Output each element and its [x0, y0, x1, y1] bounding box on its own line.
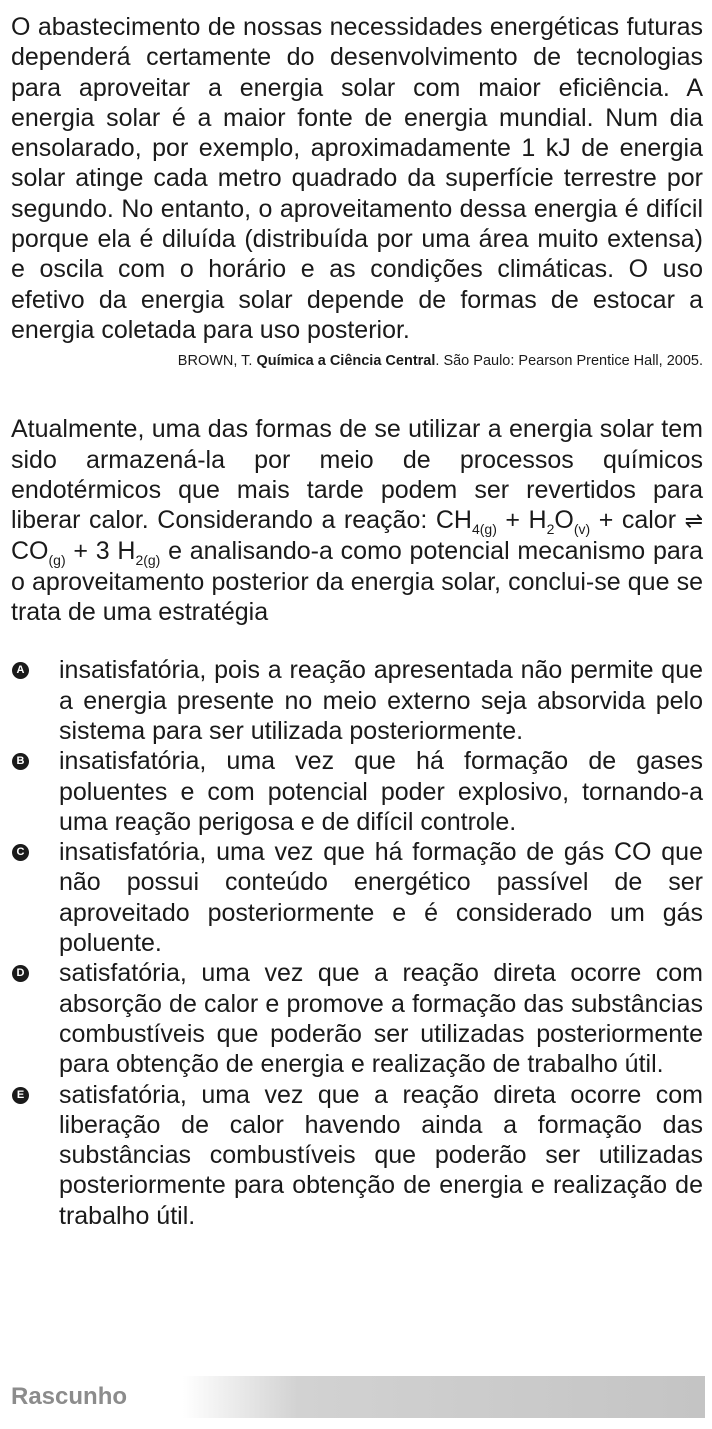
- reaction-o: O: [554, 506, 574, 535]
- reaction-co-sub: (g): [48, 552, 66, 569]
- option-c-text: insatisfatória, uma vez que há formação de gás CO que não possui conteúdo energético passível de ser aproveitado posteriormente e é considerado um gás poluente.: [59, 838, 703, 958]
- passage-text: O abastecimento de nossas necessidades energéticas futuras dependerá certamente do desenvolvimento de tecnologias para aproveitar a energia solar com maior eficiência. A energia solar é a maior fonte de energia mundial. Num dia ensolarado, por exemplo, aproximadamente 1 kJ de energia solar atinge cada metro quadrado da superfície terrestre por segundo. No entanto, o aproveitamento dessa energia é difícil porque ela é diluída (distribuída por uma área muito extensa) e oscila com o horário e as condições climáticas. O uso efetivo da energia solar depende de formas de estocar a energia coletada para uso posterior.: [11, 13, 703, 344]
- option-c[interactable]: [11, 837, 703, 958]
- option-e-text: satisfatória, uma vez que a reação direta ocorre com liberação de calor havendo ainda a formação das substâncias combustíveis que poderão ser utilizadas posteriormente para obtenção de energia e realização de trabalho útil.: [59, 1080, 703, 1230]
- option-a-badge: A: [12, 662, 29, 679]
- option-d[interactable]: [11, 958, 703, 1079]
- option-a[interactable]: [11, 655, 703, 746]
- reaction-h2-sub: 2(g): [135, 552, 161, 569]
- option-b-text: insatisfatória, uma vez que há formação de gases poluentes e com potencial poder explosivo, tornando-a uma reação perigosa e de difícil controle.: [59, 747, 703, 836]
- question-stem: [11, 414, 703, 627]
- option-e[interactable]: [11, 1080, 703, 1231]
- option-c-badge: C: [12, 844, 29, 861]
- question-outro: e analisando-a como potencial mecanismo para o aproveitamento posterior da energia solar, conclui-se que se trata de uma estratégia: [11, 537, 703, 627]
- option-b[interactable]: [11, 746, 703, 837]
- option-a-text: insatisfatória, pois a reação apresentada não permite que a energia presente no meio externo seja absorvida pelo sistema para ser utilizada posteriormente.: [59, 656, 703, 745]
- rascunho-gradient-bar: [183, 1376, 705, 1418]
- citation-author: BROWN, T.: [177, 353, 257, 370]
- reaction-co: CO: [11, 537, 49, 566]
- option-d-badge: D: [12, 965, 29, 982]
- answer-options: [11, 655, 703, 1231]
- reaction-ch-sub: 4(g): [471, 521, 497, 538]
- option-e-badge: E: [12, 1087, 29, 1104]
- citation-rest: . São Paulo: Pearson Prentice Hall, 2005.: [435, 353, 703, 370]
- citation-title: Química a Ciência Central: [256, 353, 436, 370]
- question-intro: Atualmente, uma das formas de se utilizar a energia solar tem sido armazená-la por meio de processos químicos endotérmicos que mais tarde podem ser revertidos para liberar calor. Considerando a reação:: [11, 415, 703, 535]
- reaction-plus2: + calor: [590, 506, 685, 535]
- rascunho-bar: [11, 1376, 705, 1418]
- rascunho-label: Rascunho: [11, 1383, 128, 1410]
- reaction-h2o-sub1: 2: [546, 521, 555, 538]
- option-d-text: satisfatória, uma vez que a reação direta ocorre com absorção de calor e promove a formação das substâncias combustíveis que poderão ser utilizadas posteriormente para obtenção de energia e realização de trabalho útil.: [59, 959, 703, 1079]
- reaction-ch: CH: [435, 506, 472, 535]
- reaction-plus1: + H: [496, 506, 547, 535]
- reaction-plus3: + 3 H: [65, 537, 136, 566]
- equilibrium-arrow-icon: ⇌: [684, 508, 704, 534]
- option-b-badge: B: [12, 753, 29, 770]
- citation: [11, 353, 703, 369]
- reaction-h2o-sub2: (v): [573, 521, 591, 538]
